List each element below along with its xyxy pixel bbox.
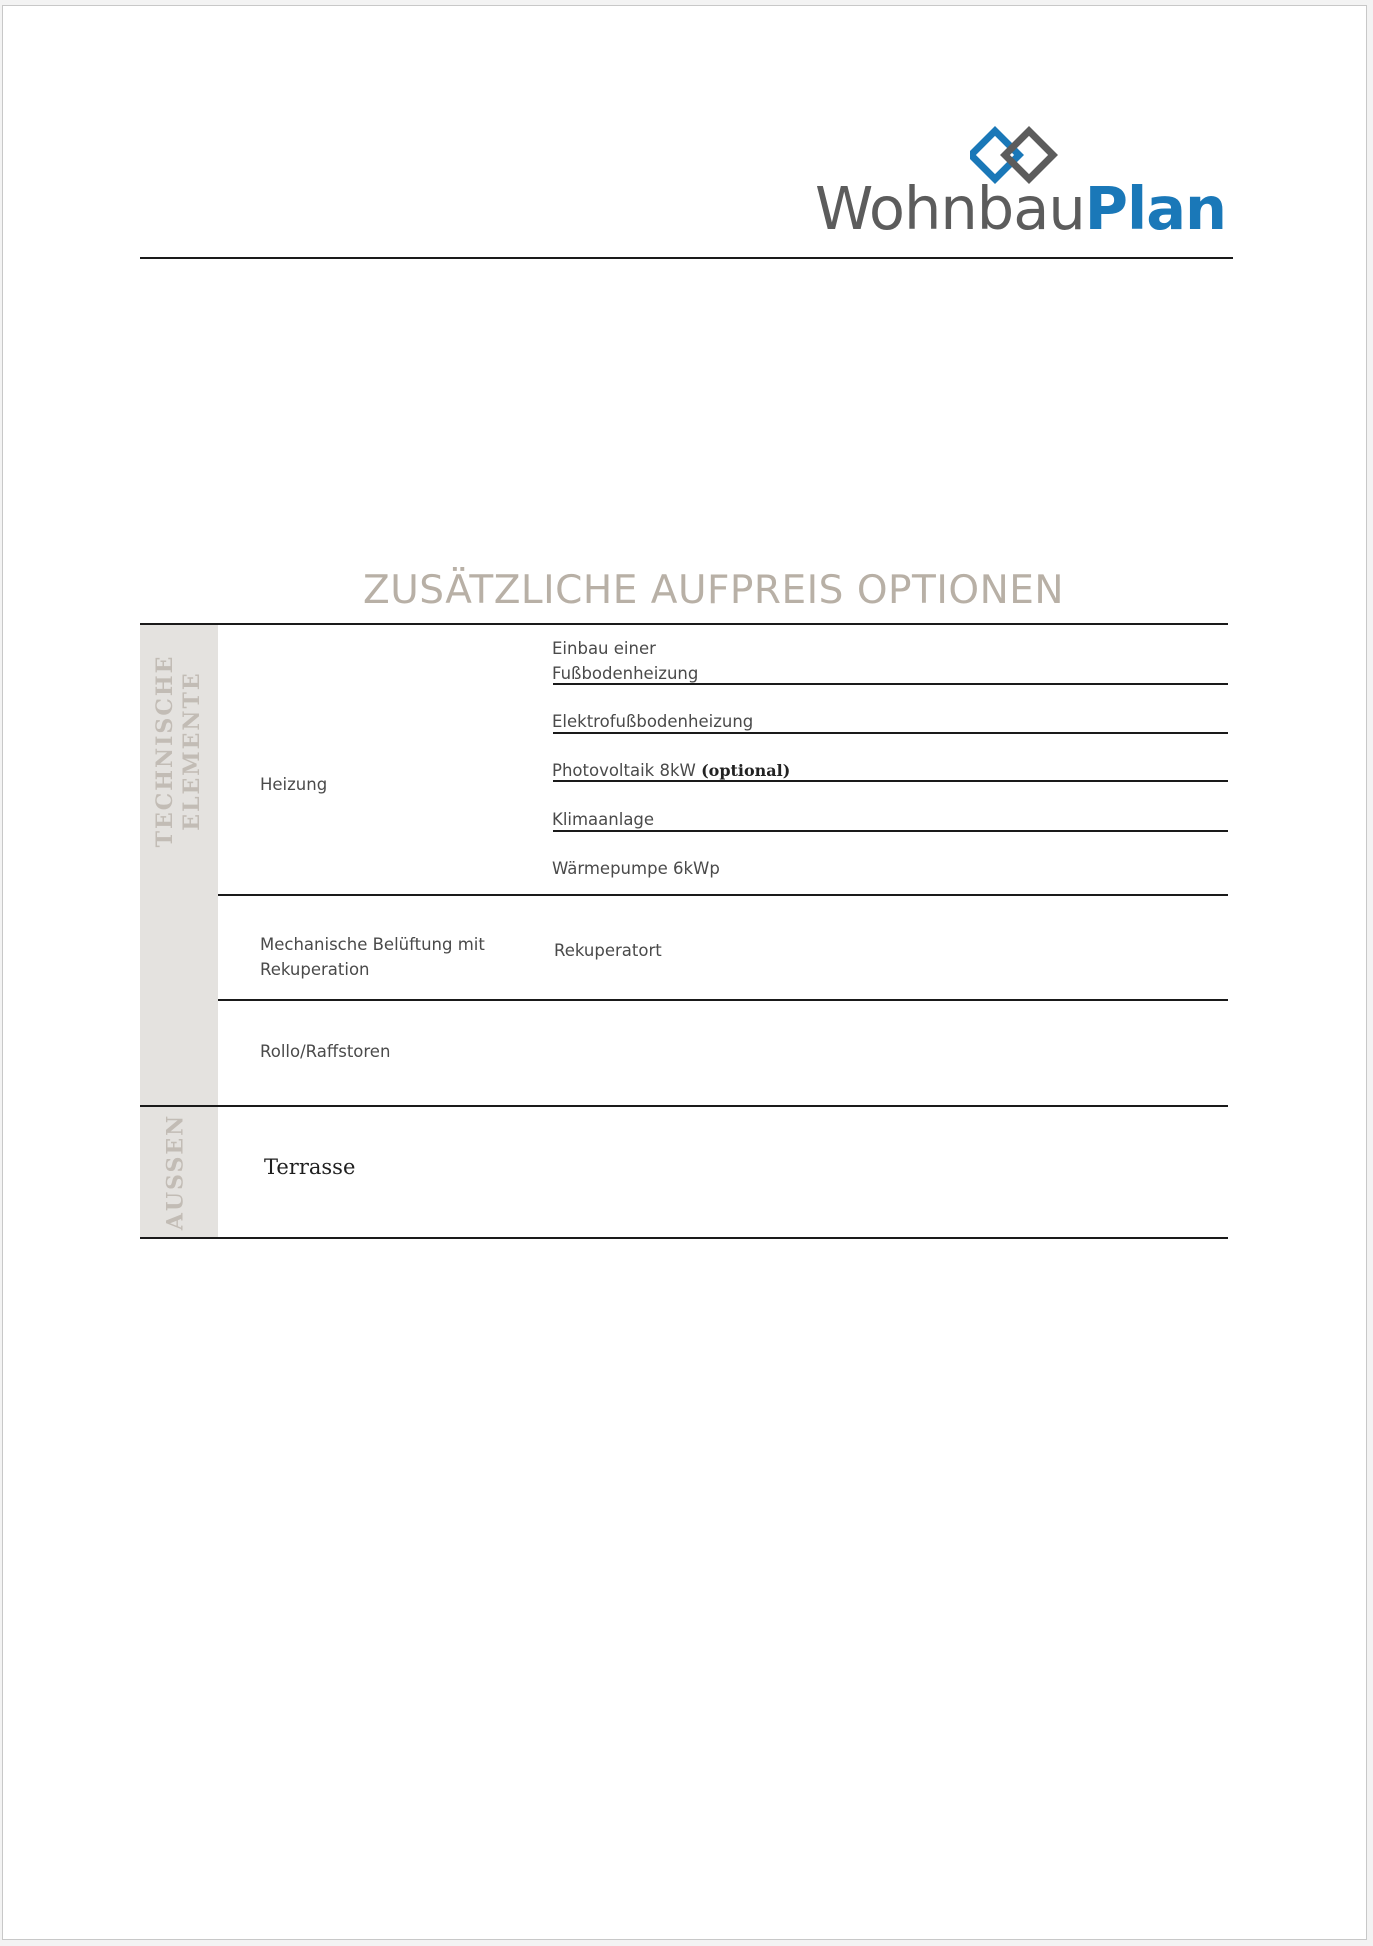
logo-wordmark: [815, 174, 1226, 244]
group-label-line: TECHNISCHE: [152, 654, 178, 848]
category-line: Mechanische Belüftung mit: [260, 935, 485, 954]
option-photovoltaik-label: Photovoltaik 8kW: [552, 761, 696, 780]
option-line: Fußbodenheizung: [552, 664, 699, 683]
table-bottom-rule: [140, 1237, 1228, 1239]
category-rollo-raffstoren: Rollo/Raffstoren: [260, 1042, 391, 1061]
option-photovoltaik-suffix: (optional): [701, 761, 791, 780]
group-label-technische-elemente: [152, 655, 206, 848]
option-divider: [553, 830, 1228, 832]
category-heizung: Heizung: [260, 775, 328, 794]
group-divider: [140, 1105, 1228, 1107]
option-fussbodenheizung: [552, 636, 698, 686]
section-title: ZUSÄTZLICHE AUFPREIS OPTIONEN: [363, 568, 1065, 613]
option-photovoltaik: [552, 758, 790, 783]
logo-wordmark-part1: Wohnbau: [815, 174, 1085, 243]
header-divider: [140, 257, 1233, 259]
option-waermepumpe: Wärmepumpe 6kWp: [552, 859, 720, 878]
row-divider: [218, 999, 1228, 1001]
logo-wordmark-part2: Plan: [1084, 174, 1227, 243]
option-line: Einbau einer: [552, 639, 656, 658]
category-mechanische-belueftung: [260, 932, 485, 982]
document-page: [2, 5, 1367, 1940]
group-label-aussen: AUSSEN: [162, 1113, 189, 1231]
table-top-rule: [140, 623, 1228, 625]
category-terrasse: Terrasse: [264, 1155, 356, 1179]
wohnbauplan-logo: [815, 126, 1227, 243]
option-elektrofussbodenheizung: Elektrofußbodenheizung: [552, 712, 754, 731]
group-label-line: ELEMENTE: [179, 671, 205, 831]
category-line: Rekuperation: [260, 960, 370, 979]
row-divider: [218, 894, 1228, 896]
option-klimaanlage: Klimaanlage: [552, 810, 655, 829]
option-rekuperatort: Rekuperatort: [554, 941, 662, 960]
